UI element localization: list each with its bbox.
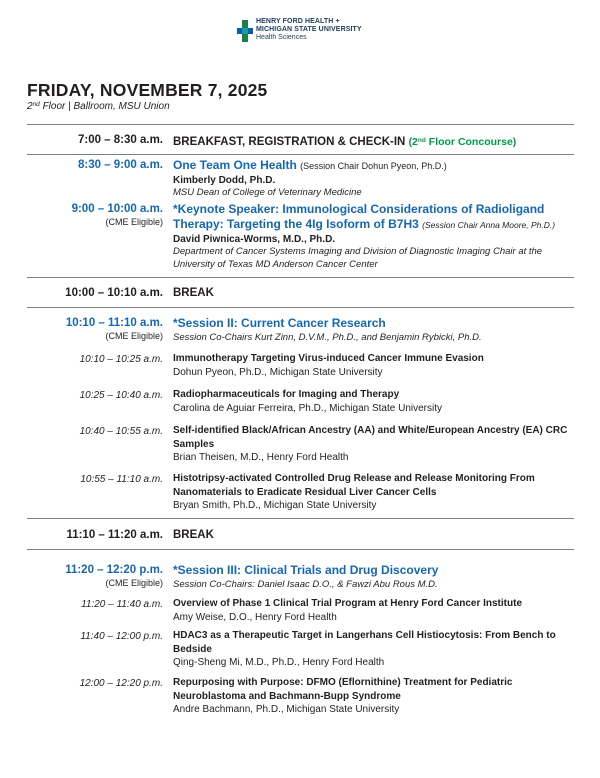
talk-title: Repurposing with Purpose: DFMO (Eflornithine) Treatment for Pediatric Neuroblastoma and Bachmann-Bupp Syndrome	[173, 677, 513, 702]
talk-time: 12:00 – 12:20 p.m.	[79, 678, 163, 689]
breakfast-title-text: BREAKFAST, REGISTRATION & CHECK-IN	[173, 136, 406, 148]
divider	[27, 277, 574, 278]
floor-number: 2	[27, 101, 33, 112]
breakfast-location	[409, 136, 517, 148]
session1-speaker: Kimberly Dodd, Ph.D.	[173, 175, 276, 186]
keynote-affiliation: Department of Cancer Systems Imaging and Division of Diagnostic Imaging Chair at the University of Texas MD Anderson Cancer Center	[173, 246, 543, 270]
divider	[27, 124, 574, 125]
talk-title: Overview of Phase 1 Clinical Trial Program at Henry Ford Cancer Institute	[173, 598, 522, 609]
session1-affiliation: MSU Dean of College of Veterinary Medicine	[173, 187, 362, 198]
floor-suffix: nd	[32, 101, 40, 108]
session3-cme: (CME Eligible)	[105, 578, 163, 588]
day-title: FRIDAY, NOVEMBER 7, 2025	[27, 80, 268, 100]
divider	[27, 154, 574, 155]
talk-speaker: Bryan Smith, Ph.D., Michigan State University	[173, 500, 377, 511]
talk-time: 10:40 – 10:55 a.m.	[79, 426, 163, 437]
logo-text	[256, 18, 362, 42]
talk-speaker: Carolina de Aguiar Ferreira, Ph.D., Michigan State University	[173, 402, 443, 414]
talk-time: 10:55 – 11:10 a.m.	[80, 474, 163, 485]
divider	[27, 549, 574, 550]
session1-title: One Team One Health	[173, 158, 297, 172]
talk-speaker: Dohun Pyeon, Ph.D., Michigan State University	[173, 366, 383, 378]
divider	[27, 307, 574, 308]
location-text: Floor | Ballroom, MSU Union	[39, 101, 170, 112]
talk-time: 11:20 – 11:40 a.m.	[81, 599, 163, 610]
talk-time: 11:40 – 12:00 p.m.	[80, 631, 163, 642]
keynote-cme: (CME Eligible)	[105, 217, 163, 227]
talk-title: Self-identified Black/African Ancestry (AA) and White/European Ancestry (EA) CRC Samples	[173, 425, 568, 450]
breakfast-loc-rest: Floor Concourse)	[425, 136, 517, 148]
talk-title: Immunotherapy Targeting Virus-induced Cancer Immune Evasion	[173, 353, 484, 364]
talk-title: HDAC3 as a Therapeutic Target in Langerhans Cell Histiocytosis: From Bench to Bedside	[173, 630, 556, 655]
session2-title: *Session II: Current Cancer Research	[173, 316, 386, 330]
plus-logo-icon	[237, 20, 253, 42]
breakfast-loc-suffix: nd	[417, 137, 426, 144]
break1-title: BREAK	[173, 287, 214, 299]
keynote-speaker: David Piwnica-Worms, M.D., Ph.D.	[173, 234, 336, 245]
talk-speaker: Qing-Sheng Mi, M.D., Ph.D., Henry Ford Health	[173, 657, 385, 668]
keynote-time: 9:00 – 10:00 a.m.	[71, 203, 163, 215]
talk-speaker: Andre Bachmann, Ph.D., Michigan State University	[173, 704, 400, 715]
session1-time: 8:30 – 9:00 a.m.	[77, 159, 163, 171]
talk-title: Radiopharmaceuticals for Imaging and Therapy	[173, 389, 400, 400]
breakfast-time: 7:00 – 8:30 a.m.	[77, 134, 163, 146]
break1-time: 10:00 – 10:10 a.m.	[65, 287, 163, 299]
divider	[27, 518, 574, 519]
logo-line3: Health Sciences	[256, 34, 307, 41]
keynote-title-line	[173, 202, 575, 233]
session3-cochairs: Session Co-Chairs: Daniel Isaac D.O., & Fawzi Abu Rous M.D.	[173, 579, 438, 590]
session2-cochairs: Session Co-Chairs Kurt Zinn, D.V.M., Ph.D., and Benjamin Rybicki, Ph.D.	[173, 332, 482, 343]
keynote-chair: (Session Chair Anna Moore, Ph.D.)	[422, 220, 556, 230]
breakfast-title	[173, 133, 575, 150]
session3-title: *Session III: Clinical Trials and Drug Discovery	[173, 563, 439, 577]
logo-line1: HENRY FORD HEALTH +	[256, 18, 340, 25]
session2-time: 10:10 – 11:10 a.m.	[65, 317, 163, 329]
keynote-title: *Keynote Speaker: Immunological Considerations of Radioligand Therapy: Targeting the 4Ig Isoform of B7H3	[173, 202, 545, 231]
session3-time: 11:20 – 12:20 p.m.	[65, 564, 163, 576]
break2-title: BREAK	[173, 529, 214, 541]
break2-time: 11:10 – 11:20 a.m.	[66, 529, 163, 541]
talk-time: 10:25 – 10:40 a.m.	[79, 390, 163, 401]
session2-cme: (CME Eligible)	[105, 331, 163, 341]
talk-time: 10:10 – 10:25 a.m.	[79, 354, 163, 365]
session1-chair: (Session Chair Dohun Pyeon, Ph.D.)	[300, 161, 447, 171]
talk-speaker: Amy Weise, D.O., Henry Ford Health	[173, 611, 337, 623]
talk-title: Histotripsy-activated Controlled Drug Release and Release Monitoring From Nanomaterials to Eradicate Residual Liver Cancer Cells	[173, 473, 535, 498]
breakfast-loc-open: (2	[408, 136, 418, 148]
session1-title-line	[173, 158, 575, 174]
talk-speaker: Brian Theisen, M.D., Henry Ford Health	[173, 452, 349, 463]
logo-line2: MICHIGAN STATE UNIVERSITY	[256, 26, 362, 33]
day-location	[27, 101, 170, 112]
